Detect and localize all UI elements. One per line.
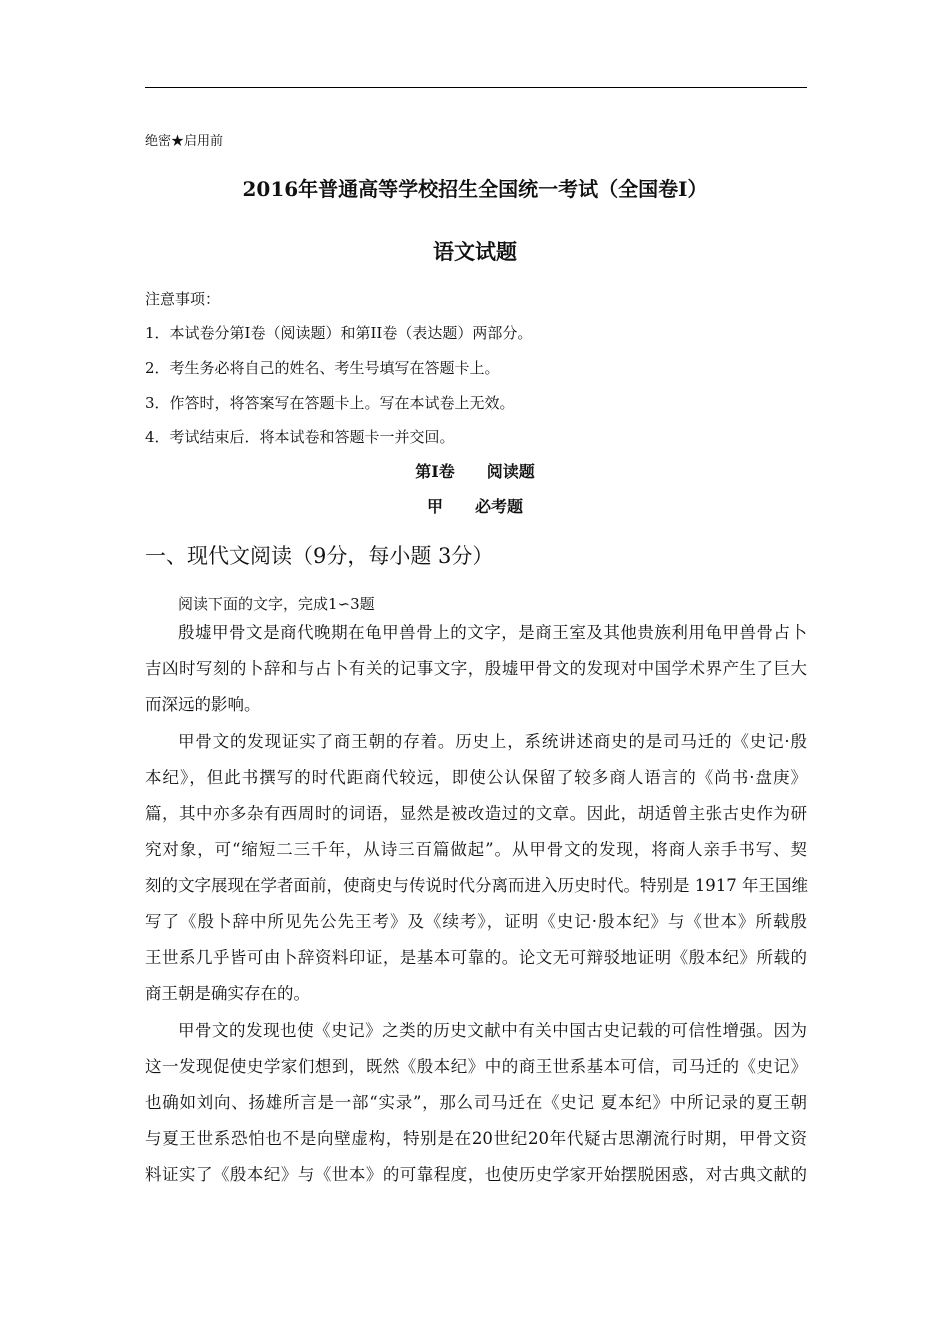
notice-item: 1．本试卷分第Ⅰ卷（阅读题）和第II卷（表达题）两部分。 — [145, 324, 533, 342]
notice-heading: 注意事项： — [145, 290, 221, 308]
passage-line: 刻的文字展现在学者面前，使商史与传说时代分离而进入历史时代。特别是 1917 年王国维 — [145, 876, 808, 895]
passage-line: 写了《殷卜辞中所见先公先王考》及《续考》，证明《史记·殷本纪》与《世本》所载殷 — [145, 912, 807, 931]
passage-line: 甲骨文的发现也使《史记》之类的历史文献中有关中国古史记载的可信性增强。因为 — [178, 1021, 807, 1040]
passage-line: 王世系几乎皆可由卜辞资料印证，是基本可靠的。论文无可辩驳地证明《殷本纪》所载的 — [145, 948, 807, 967]
volume-heading: 第Ⅰ卷 阅读题 — [415, 462, 535, 481]
passage-line: 本纪》，但此书撰写的时代距商代较远，即使公认保留了较多商人语言的《尚书·盘庚》 — [145, 768, 807, 787]
passage-line: 篇，其中亦多杂有西周时的词语，显然是被改造过的文章。因此，胡适曾主张古史作为研 — [145, 804, 807, 823]
passage-line: 而深远的影响。 — [145, 695, 261, 714]
notice-item: 2．考生务必将自己的姓名、考生号填写在答题卡上。 — [145, 359, 500, 377]
passage-line: 与夏王世系恐怕也不是向壁虚构，特别是在20世纪20年代疑古思潮流行时期，甲骨文资 — [145, 1129, 807, 1148]
header-rule — [145, 87, 807, 88]
passage-line: 商王朝是确实存在的。 — [145, 984, 310, 1003]
passage-line: 殷墟甲骨文是商代晚期在龟甲兽骨上的文字，是商王室及其他贵族利用龟甲兽骨占卜 — [178, 623, 807, 642]
confidential-label: 绝密★启用前 — [145, 134, 224, 149]
passage-line: 究对象，可“缩短二三千年，从诗三百篇做起”。从甲骨文的发现，将商人亲手书写、契 — [145, 840, 807, 859]
group-heading: 甲 必考题 — [426, 497, 523, 516]
passage-line: 吉凶时写刻的卜辞和与占卜有关的记事文字，殷墟甲骨文的发现对中国学术界产生了巨大 — [145, 659, 807, 678]
notice-item: 3．作答时，将答案写在答题卡上。写在本试卷上无效。 — [145, 394, 515, 412]
exam-title: 2016年普通高等学校招生全国统一考试（全国卷Ⅰ） — [242, 177, 708, 201]
passage-line: 料证实了《殷本纪》与《世本》的可靠程度，也使历史学家开始摆脱困惑，对古典文献的 — [145, 1165, 807, 1184]
reading-instruction: 阅读下面的文字，完成1∽3题 — [178, 595, 375, 613]
section-heading: 一、现代文阅读（9分，每小题 3分） — [145, 544, 494, 568]
subject-title: 语文试题 — [433, 239, 517, 264]
passage-line: 甲骨文的发现证实了商王朝的存着。历史上，系统讲述商史的是司马迁的《史记·殷 — [178, 732, 807, 751]
passage-line: 这一发现促使史学家们想到，既然《殷本纪》中的商王世系基本可信，司马迁的《史记》 — [145, 1057, 807, 1076]
passage-line: 也确如刘向、扬雄所言是一部“实录”，那么司马迁在《史记 夏本纪》中所记录的夏王朝 — [145, 1093, 807, 1112]
notice-item: 4．考试结束后．将本试卷和答题卡一并交回。 — [145, 428, 455, 446]
